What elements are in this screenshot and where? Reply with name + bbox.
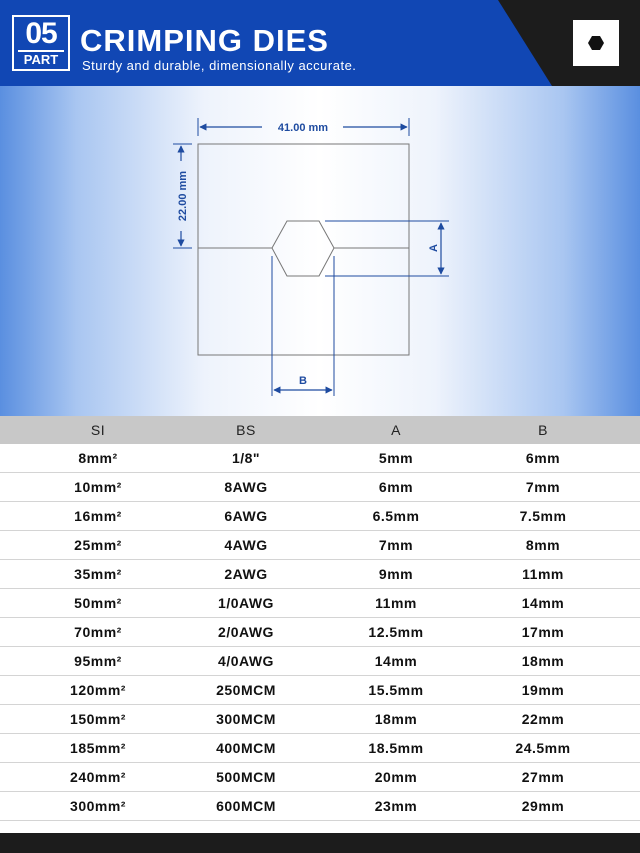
die-diagram — [0, 86, 640, 416]
cell-bs: 250MCM — [216, 682, 276, 698]
cell-a: 11mm — [375, 595, 417, 611]
cell-si: 300mm² — [70, 798, 126, 814]
table-row — [0, 792, 640, 821]
cell-b: 19mm — [521, 682, 565, 698]
footer-bar — [0, 833, 640, 853]
cell-bs: 2/0AWG — [218, 624, 274, 640]
cell-b: 6mm — [525, 450, 561, 466]
table-row — [0, 618, 640, 647]
table-body — [0, 444, 640, 821]
table-row — [0, 647, 640, 676]
table-row — [0, 676, 640, 705]
cell-a: 23mm — [374, 798, 418, 814]
table-row — [0, 734, 640, 763]
part-number: 05 — [25, 17, 57, 50]
table-header — [0, 416, 640, 444]
cell-si: 150mm² — [70, 711, 126, 727]
cell-si: 70mm² — [74, 624, 122, 640]
cell-bs: 6AWG — [224, 508, 268, 524]
cell-si: 25mm² — [74, 537, 122, 553]
a-label: A — [428, 244, 440, 252]
cell-b: 24.5mm — [515, 740, 571, 756]
table-row — [0, 531, 640, 560]
cell-b: 11mm — [522, 566, 564, 582]
cell-a: 18.5mm — [368, 740, 424, 756]
cell-bs: 8AWG — [224, 479, 268, 495]
cell-b: 18mm — [521, 653, 565, 669]
header-banner — [0, 0, 640, 86]
table-row — [0, 502, 640, 531]
header-a: A — [391, 422, 401, 438]
header-si: SI — [90, 422, 106, 438]
header-dark-slant — [498, 0, 552, 86]
cell-a: 12.5mm — [368, 624, 424, 640]
cell-bs: 4/0AWG — [218, 653, 274, 669]
cell-b: 7mm — [525, 479, 561, 495]
cell-b: 27mm — [521, 769, 565, 785]
table-row — [0, 444, 640, 473]
cell-si: 10mm² — [74, 479, 122, 495]
header-b: B — [538, 422, 548, 438]
cell-si: 16mm² — [74, 508, 122, 524]
cell-bs: 500MCM — [216, 769, 276, 785]
page-subtitle: Sturdy and durable, dimensionally accurate. — [82, 58, 357, 73]
cell-a: 18mm — [374, 711, 418, 727]
die-drawing — [0, 86, 640, 416]
cell-bs: 400MCM — [216, 740, 276, 756]
cell-si: 35mm² — [74, 566, 122, 582]
page-title: CRIMPING DIES — [80, 23, 329, 58]
cell-a: 6.5mm — [372, 508, 420, 524]
cell-bs: 1/8" — [231, 450, 261, 466]
die-outline — [198, 144, 409, 355]
cell-si: 185mm² — [70, 740, 126, 756]
hexagon-icon-box — [573, 20, 619, 66]
cell-a: 14mm — [374, 653, 418, 669]
cell-a: 7mm — [378, 537, 414, 553]
table-row — [0, 589, 640, 618]
table-row — [0, 705, 640, 734]
width-label: 41.00 mm — [277, 122, 329, 134]
cell-b: 14mm — [521, 595, 565, 611]
hexagon-icon — [573, 20, 619, 66]
cell-b: 22mm — [521, 711, 565, 727]
cell-b: 29mm — [521, 798, 565, 814]
cell-bs: 300MCM — [216, 711, 276, 727]
cell-si: 8mm² — [78, 450, 118, 466]
cell-a: 20mm — [374, 769, 418, 785]
table-row — [0, 763, 640, 792]
cell-si: 95mm² — [74, 653, 122, 669]
cell-bs: 600MCM — [216, 798, 276, 814]
cell-a: 9mm — [378, 566, 414, 582]
cell-a: 15.5mm — [368, 682, 424, 698]
cell-a: 6mm — [378, 479, 414, 495]
table-row — [0, 473, 640, 502]
dimension-table — [0, 416, 640, 821]
cell-si: 120mm² — [70, 682, 126, 698]
cell-si: 50mm² — [74, 595, 122, 611]
table-row — [0, 560, 640, 589]
cell-bs: 2AWG — [224, 566, 268, 582]
part-label: PART — [18, 50, 64, 67]
hex-cavity — [272, 221, 334, 276]
header-bs: BS — [236, 422, 256, 438]
cell-b: 17mm — [521, 624, 565, 640]
cell-si: 240mm² — [70, 769, 126, 785]
height-label: 22.00 mm — [177, 170, 189, 222]
cell-b: 7.5mm — [519, 508, 567, 524]
part-badge — [12, 15, 70, 71]
cell-bs: 4AWG — [224, 537, 268, 553]
cell-bs: 1/0AWG — [218, 595, 274, 611]
cell-b: 8mm — [525, 537, 561, 553]
b-label: B — [299, 375, 307, 387]
cell-a: 5mm — [378, 450, 414, 466]
